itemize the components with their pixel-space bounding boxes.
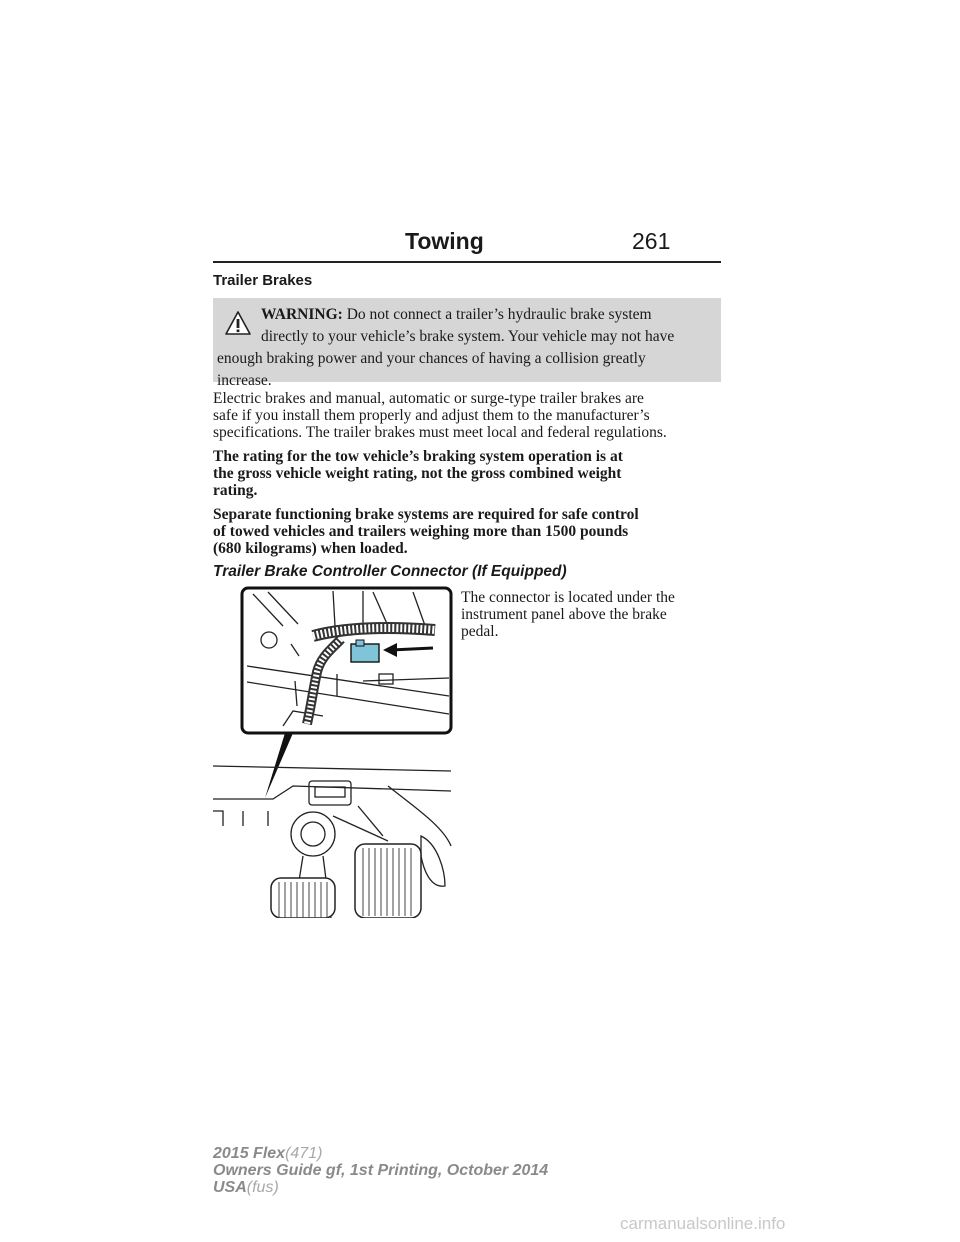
- watermark: carmanualsonline.info: [620, 1214, 786, 1233]
- footer-model: 2015 Flex: [213, 1145, 286, 1162]
- warning-text: WARNING: Do not connect a trailer’s hydraulic brake system directly to your vehicle’s brake system. Your vehicle may not have enough braking power and your chances of having a collision greatly increase.: [217, 306, 675, 389]
- brake-controller-connector-illustration: [213, 586, 453, 918]
- sub-heading: Trailer Brake Controller Connector (If Equipped): [213, 563, 567, 580]
- footer-guide: Owners Guide gf, 1st Printing, October 2014: [213, 1162, 549, 1179]
- connector-location-text: The connector is located under the instrument panel above the brake pedal.: [461, 589, 675, 640]
- footer-region: USA: [213, 1179, 247, 1196]
- paragraph-electric-brakes: Electric brakes and manual, automatic or surge-type trailer brakes are safe if you install them properly and adjust them to the manufacturer’s specifications. The trailer brakes must meet local and federal regulations.: [213, 390, 667, 441]
- section-heading: Trailer Brakes: [213, 272, 313, 289]
- footer: 2015 Flex(471) Owners Guide gf, 1st Printing, October 2014 USA(fus): [213, 1145, 549, 1196]
- paragraph-braking-rating: The rating for the tow vehicle’s braking system operation is at the gross vehicle weight rating, not the gross combined weight rating.: [213, 448, 623, 499]
- page-number: 261: [632, 228, 671, 254]
- warning-box: [213, 298, 721, 389]
- warning-label: WARNING:: [261, 306, 343, 323]
- page-section-title: Towing: [405, 228, 484, 254]
- paragraph-separate-brakes: Separate functioning brake systems are required for safe control of towed vehicles and trailers weighing more than 1500 pounds (680 kilograms) when loaded.: [213, 506, 639, 557]
- header-divider: [213, 261, 721, 263]
